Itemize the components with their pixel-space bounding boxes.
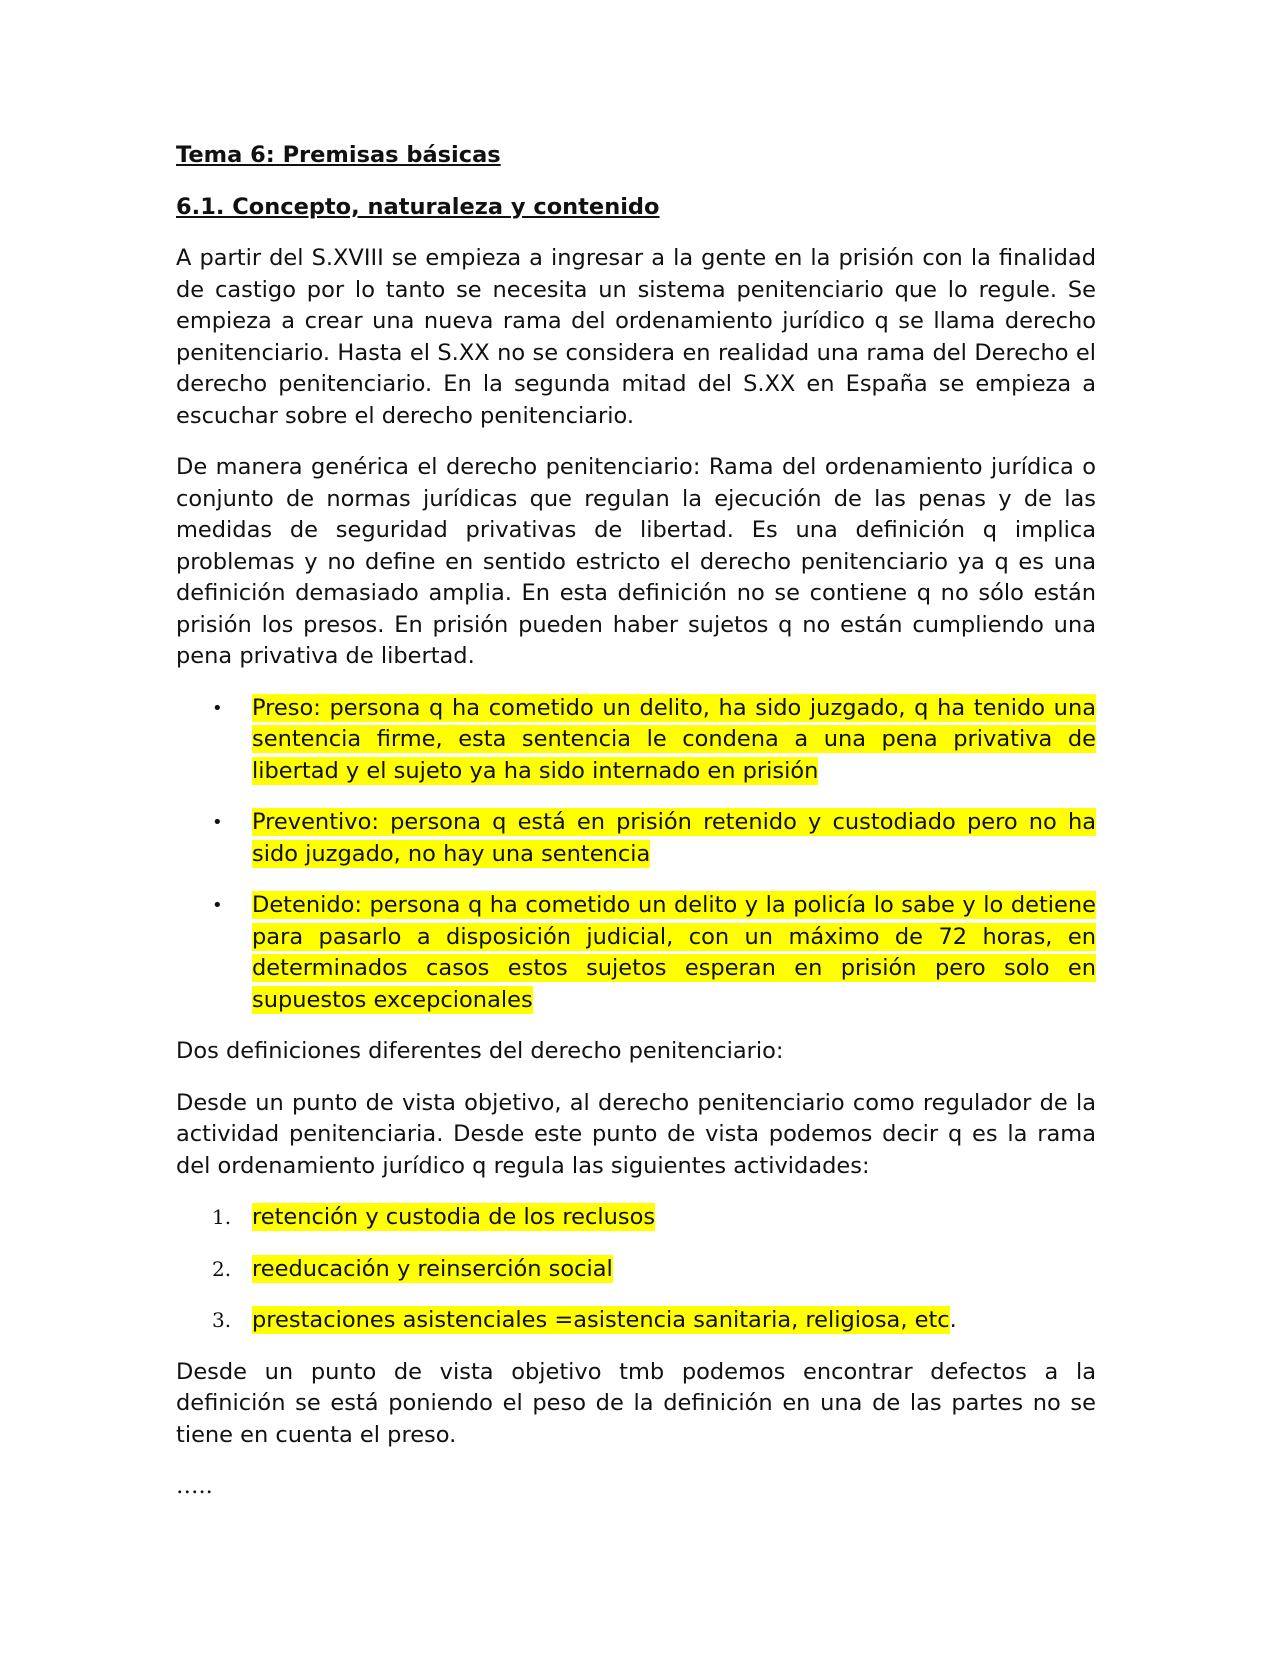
highlighted-text: reeducación y reinserción social bbox=[252, 1255, 613, 1282]
bullet-marker: • bbox=[212, 895, 223, 916]
number-marker: 3. bbox=[212, 1308, 232, 1332]
section-heading: 6.1. Concepto, naturaleza y contenido bbox=[176, 193, 660, 220]
highlighted-text: Detenido: persona q ha cometido un delito y la policía lo sabe y lo detiene para pasarlo a disposición judicial, con un máximo de 72 horas, en determinados casos estos sujetos esperan en prisión pero solo en supuestos excepcionales bbox=[252, 892, 1096, 1013]
paragraph-two-definitions: Dos definiciones diferentes del derecho penitenciario: bbox=[176, 1038, 784, 1064]
number-marker: 1. bbox=[212, 1205, 232, 1229]
paragraph-definition: De manera genérica el derecho penitenciario: Rama del ordenamiento jurídica o conjunto de normas jurídicas que regulan la ejecución de las penas y de las medidas de seguridad privativas de libertad. Es una definición q implica problemas y no define en sentido estricto el derecho penitenciario ya q es una definición demasiado amplia. En esta definición no se contiene q no sólo están prisión los presos. En prisión pueden haber sujetos q no están cumpliendo una pena privativa de libertad. bbox=[176, 454, 1096, 669]
item-suffix: . bbox=[949, 1307, 957, 1333]
list-item bbox=[176, 1254, 1096, 1286]
ellipsis-text: ….. bbox=[176, 1473, 213, 1499]
paragraph-defects: Desde un punto de vista objetivo tmb podemos encontrar defectos a la definición se está poniendo el peso de la definición en una de las partes no se tiene en cuenta el preso. bbox=[176, 1358, 1096, 1448]
topic-heading: Tema 6: Premisas básicas bbox=[176, 142, 501, 168]
highlighted-text: prestaciones asistenciales =asistencia sanitaria, religiosa, etc bbox=[252, 1307, 950, 1333]
highlighted-text: Preventivo: persona q está en prisión retenido y custodiado pero no ha sido juzgado, no hay una sentencia bbox=[252, 809, 1096, 867]
list-item bbox=[176, 1202, 1096, 1234]
paragraph-intro: A partir del S.XVIII se empieza a ingresar a la gente en la prisión con la finalidad de castigo por lo tanto se necesita un sistema penitenciario que lo regule. Se empieza a crear una nueva rama del ordenamiento jurídico q se llama derecho penitenciario. Hasta el S.XX no se considera en realidad una rama del Derecho el derecho penitenciario. En la segunda mitad del S.XX en España se empieza a escuchar sobre el derecho penitenciario. bbox=[176, 245, 1096, 429]
highlighted-text: Preso: persona q ha cometido un delito, ha sido juzgado, q ha tenido una sentencia firme, esta sentencia le condena a una pena privativa de libertad y el sujeto ya ha sido internado en prisión bbox=[252, 694, 1096, 784]
number-marker: 2. bbox=[212, 1256, 232, 1281]
highlighted-text: retención y custodia de los reclusos bbox=[252, 1204, 656, 1230]
bullet-marker: • bbox=[212, 812, 223, 833]
paragraph-objective-view: Desde un punto de vista objetivo, al derecho penitenciario como regulador de la actividad penitenciaria. Desde este punto de vista podemos decir q es la rama del ordenamiento jurídico q regula las siguientes actividades: bbox=[176, 1089, 1096, 1179]
list-item bbox=[176, 693, 1096, 788]
list-item bbox=[176, 807, 1096, 870]
list-item bbox=[176, 890, 1096, 1016]
bullet-list bbox=[176, 693, 1096, 1017]
list-item bbox=[176, 1305, 1096, 1337]
document-page bbox=[176, 140, 1096, 1503]
numbered-list bbox=[176, 1202, 1096, 1337]
bullet-marker: • bbox=[212, 697, 223, 719]
